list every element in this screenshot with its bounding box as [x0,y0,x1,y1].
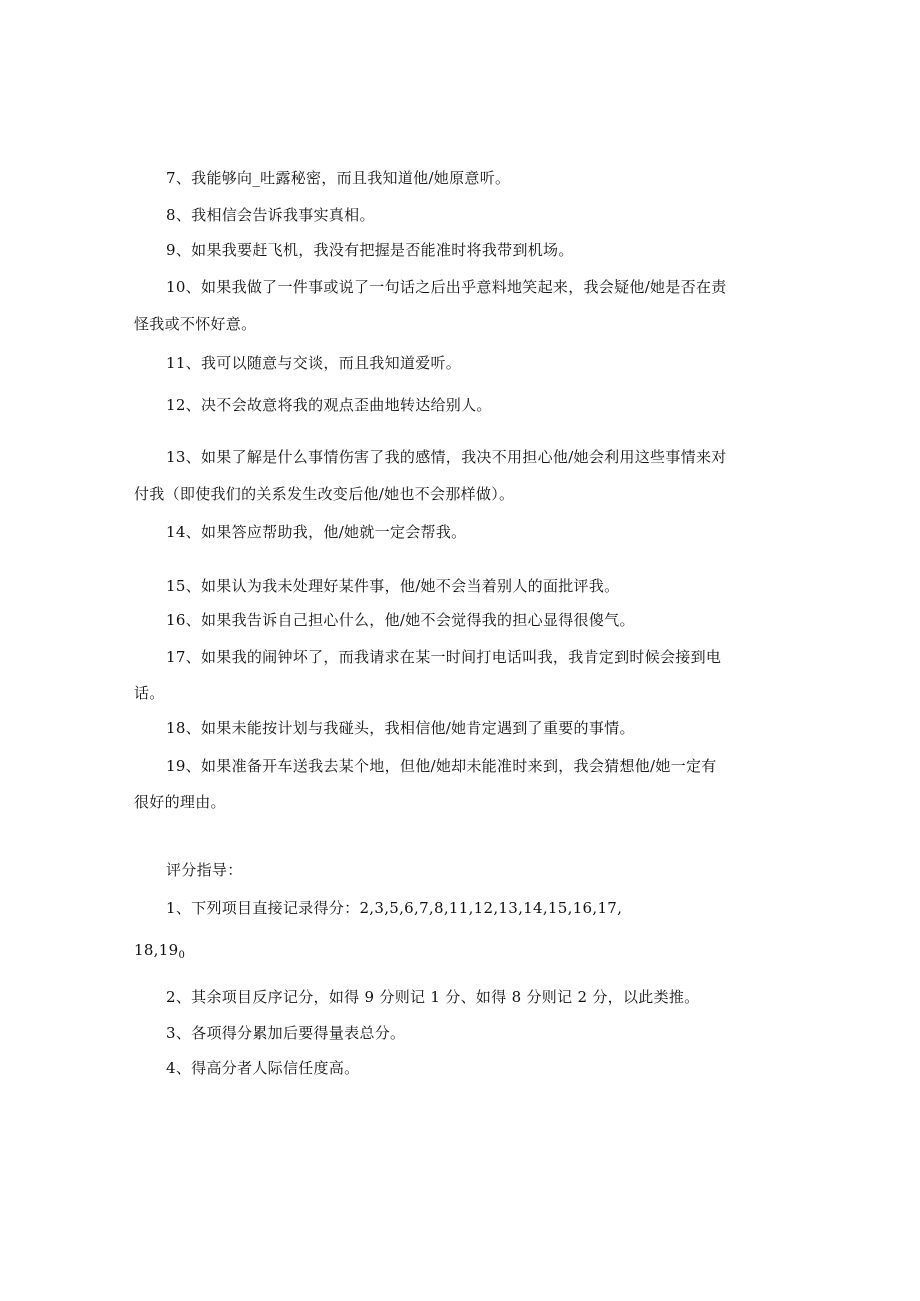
item-11: 11、我可以随意与交谈，而且我知道爱听。 [166,354,462,372]
scoring-rule-2: 2、其余项目反序记分，如得 9 分则记 1 分、如得 8 分则记 2 分，以此类推。 [166,988,700,1006]
item-9: 9、如果我要赶飞机，我没有把握是否能准时将我带到机场。 [166,241,574,259]
item-19-line-1: 19、如果准备开车送我去某个地，但他/她却未能准时来到，我会猜想他/她一定有 [166,757,717,775]
scoring-rule-1-subscript: 0 [178,950,186,961]
item-15: 15、如果认为我未处理好某件事，他/她不会当着别人的面批评我。 [166,577,620,595]
item-10-line-1: 10、如果我做了一件事或说了一句话之后出乎意料地笑起来，我会疑他/她是否在责 [166,278,727,296]
item-16: 16、如果我告诉自己担心什么，他/她不会觉得我的担心显得很傻气。 [166,611,635,629]
scoring-rule-1-items: 18,19 [134,941,179,959]
item-8: 8、我相信会告诉我事实真相。 [166,206,375,224]
scoring-rule-4: 4、得高分者人际信任度高。 [166,1059,360,1077]
item-17-line-1: 17、如果我的闹钟坏了，而我请求在某一时间打电话叫我，我肯定到时候会接到电 [166,648,722,666]
item-10-line-2: 怪我或不怀好意。 [134,315,257,333]
scoring-rule-1-line-1: 1、下列项目直接记录得分：2,3,5,6,7,8,11,12,13,14,15,16,17, [166,899,623,917]
item-14: 14、如果答应帮助我，他/她就一定会帮我。 [166,523,467,541]
item-17-line-2: 话。 [134,684,165,702]
item-13-line-1: 13、如果了解是什么事情伤害了我的感情，我决不用担心他/她会利用这些事情来对 [166,448,727,466]
item-7: 7、我能够向_吐露秘密，而且我知道他/她原意听。 [166,169,511,187]
scoring-heading: 评分指导： [166,861,243,879]
item-19-line-2: 很好的理由。 [134,793,226,811]
scoring-rule-3: 3、各项得分累加后要得量表总分。 [166,1024,406,1042]
item-13-line-2: 付我（即使我们的关系发生改变后他/她也不会那样做）。 [134,485,515,503]
item-12: 12、决不会故意将我的观点歪曲地转达给别人。 [166,396,492,414]
item-18: 18、如果未能按计划与我碰头，我相信他/她肯定遇到了重要的事情。 [166,719,635,737]
scoring-rule-1-line-2 [134,940,185,966]
